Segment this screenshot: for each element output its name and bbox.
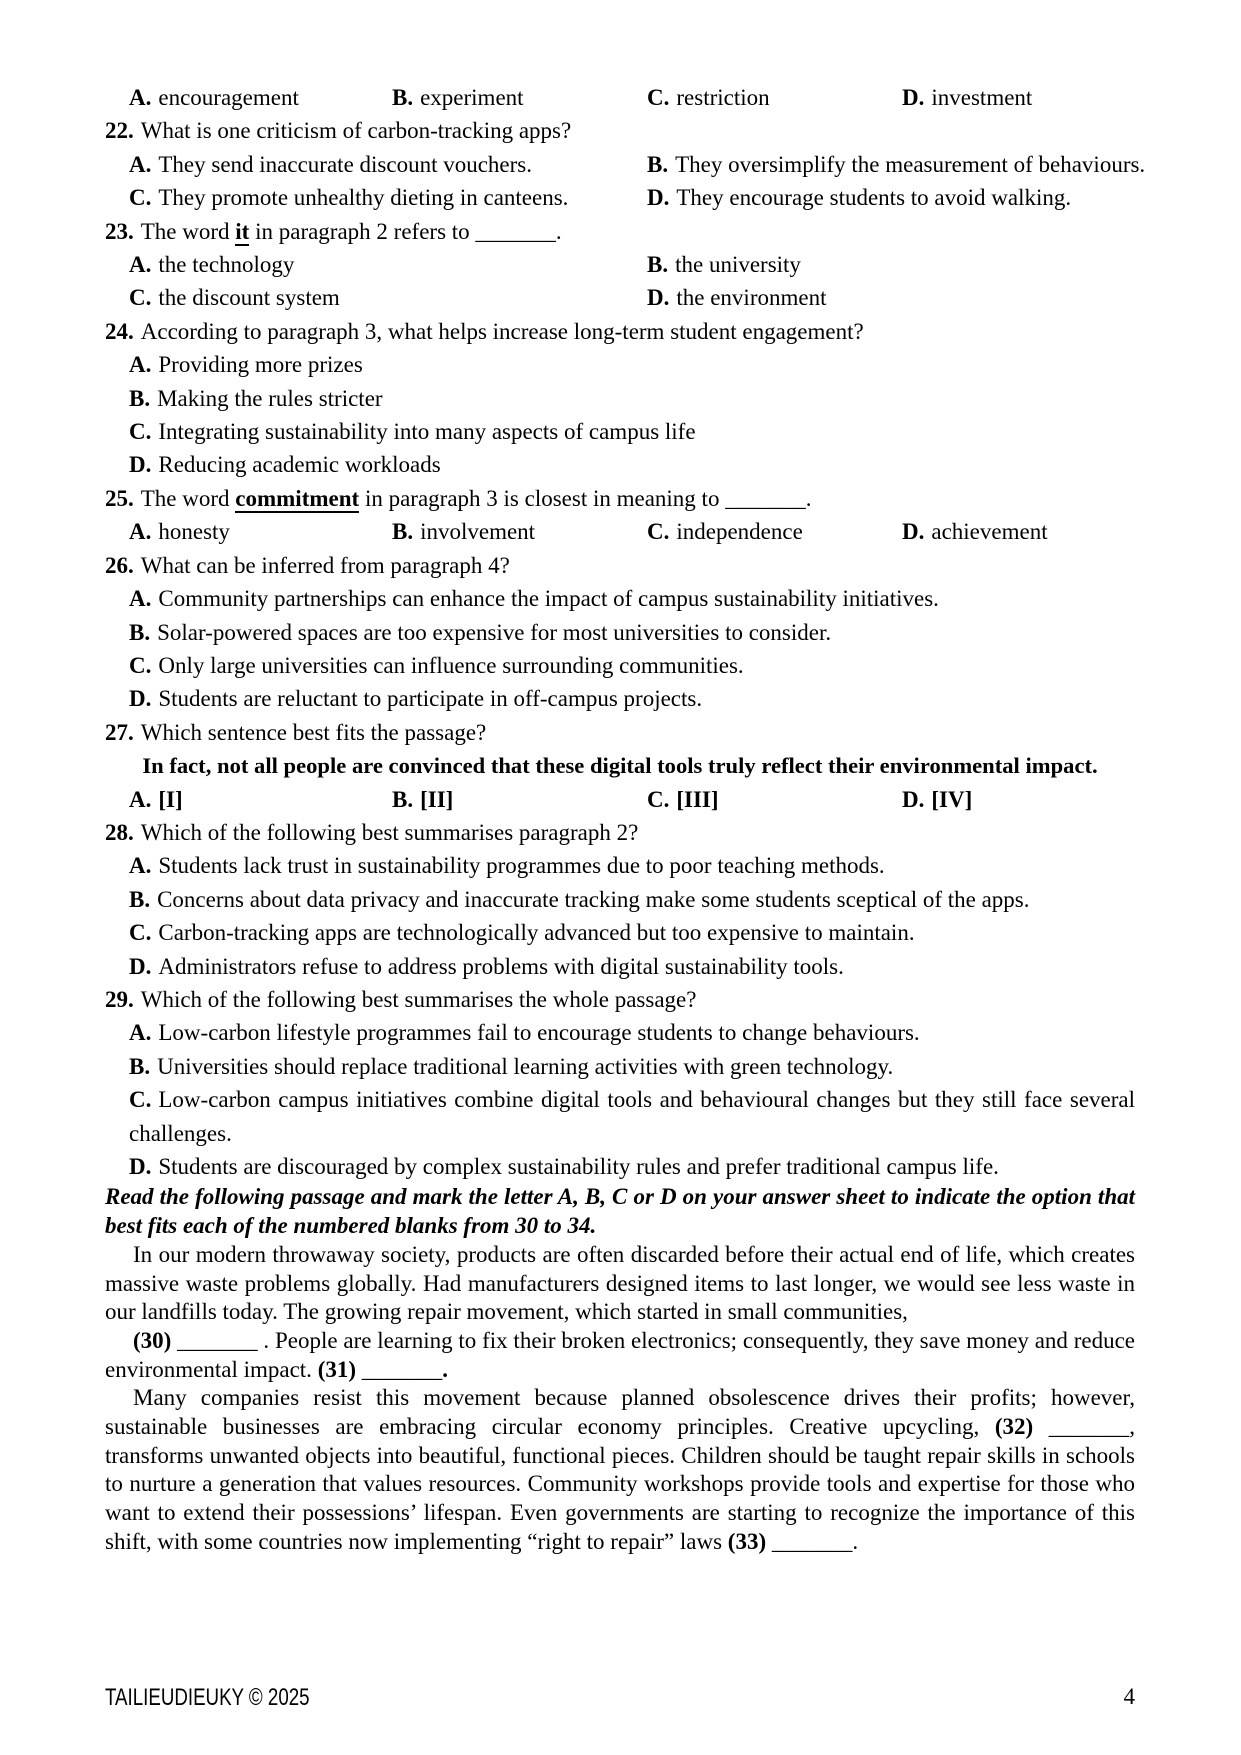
option-c	[647, 783, 902, 816]
option-text: Carbon-tracking apps are technologically advanced but too expensive to maintain.	[158, 920, 915, 946]
option-b	[129, 616, 1135, 649]
question-stem-text: What is one criticism of carbon-tracking apps?	[140, 118, 572, 144]
option-letter: C.	[129, 285, 152, 311]
blank-31-line: _______	[356, 1356, 443, 1382]
page-footer	[105, 1684, 1135, 1712]
option-d	[129, 950, 1135, 983]
option-text: the discount system	[158, 285, 340, 311]
passage-text: _______ . People are learning to fix their broken electronics; consequently, they save money and reduce environmental impact.	[105, 1327, 1135, 1382]
cloze-section	[105, 1183, 1135, 1556]
option-letter: D.	[902, 85, 925, 110]
question-stem-text: Which sentence best fits the passage?	[140, 719, 487, 745]
question-21-options	[105, 81, 1135, 114]
option-letter: D.	[129, 953, 152, 979]
option-letter: B.	[129, 385, 151, 411]
question-stem-text: What can be inferred from paragraph 4?	[140, 552, 510, 578]
question-25-options	[105, 515, 1135, 548]
option-d	[129, 448, 1135, 481]
question-stem	[105, 114, 1135, 147]
option-letter: B.	[392, 519, 414, 545]
question-number: 22.	[105, 118, 134, 144]
question-26-options	[105, 582, 1135, 716]
option-d	[902, 81, 1135, 114]
option-text: Only large universities can influence surrounding communities.	[158, 652, 744, 678]
option-letter: B.	[647, 151, 669, 177]
option-text: They send inaccurate discount vouchers.	[158, 151, 532, 177]
passage-text: _______, transforms unwanted objects into beautiful, functional pieces. Children should be taught repair skills in schools to nurture a generation that values resources. Community workshops provide tools and expertise for those who want to extend their possessions’ lifespan. Even governments are starting to recognize the importance of this shift, with some countries now implementing “right to repair” laws	[105, 1414, 1136, 1554]
option-a	[129, 81, 392, 114]
option-letter: D.	[647, 185, 670, 211]
question-number: 28.	[105, 819, 134, 845]
option-b	[392, 515, 647, 548]
option-a	[129, 515, 392, 548]
question-stem	[105, 215, 1135, 248]
option-text: encouragement	[158, 85, 299, 110]
inserted-sentence: In fact, not all people are convinced that these digital tools truly reflect their environmental impact.	[142, 753, 1098, 779]
option-letter: B.	[392, 786, 414, 812]
question-stem	[105, 716, 1135, 749]
option-text: Students lack trust in sustainability programmes due to poor teaching methods.	[158, 853, 885, 879]
passage-text: Many companies resist this movement because planned obsolescence drives their profits; however, sustainable businesses are embracing circular economy principles. Creative upcycling,	[105, 1385, 1135, 1440]
option-text: investment	[931, 85, 1033, 110]
option-d	[902, 515, 1135, 548]
option-letter: C.	[129, 185, 152, 211]
option-text: the environment	[676, 285, 827, 311]
page-content	[105, 81, 1146, 1557]
option-letter: D.	[129, 452, 152, 478]
option-b	[647, 248, 1135, 281]
blank-32-label: (32)	[994, 1414, 1034, 1440]
option-letter: B.	[392, 85, 414, 110]
question-number: 29.	[105, 986, 134, 1012]
option-letter: D.	[902, 519, 925, 545]
option-a	[129, 148, 647, 181]
option-d	[129, 682, 1135, 715]
option-b	[392, 81, 647, 114]
option-c	[129, 281, 647, 314]
option-text: the technology	[158, 252, 295, 278]
stem-text-post: in paragraph 2 refers to _______.	[249, 218, 562, 244]
option-a	[129, 1016, 1135, 1049]
passage-paragraph-2	[105, 1327, 1135, 1384]
option-a	[129, 348, 1135, 381]
question-23	[105, 215, 1135, 315]
question-stem	[105, 983, 1135, 1016]
option-letter: B.	[129, 619, 151, 645]
option-letter: B.	[129, 886, 151, 912]
question-stem-text: Which of the following best summarises the whole passage?	[140, 986, 697, 1012]
blank-33-line: _______.	[766, 1528, 859, 1554]
option-text: [I]	[158, 786, 183, 812]
passage-paragraph-3	[105, 1384, 1135, 1556]
option-text: Universities should replace traditional learning activities with green technology.	[157, 1053, 894, 1079]
question-24	[105, 315, 1135, 482]
question-number: 26.	[105, 552, 134, 578]
option-letter: B.	[647, 252, 669, 278]
option-letter: C.	[647, 786, 670, 812]
option-b	[129, 382, 1135, 415]
option-letter: A.	[129, 352, 152, 378]
option-letter: A.	[129, 151, 152, 177]
option-letter: C.	[129, 419, 152, 445]
question-stem-text: Which of the following best summarises paragraph 2?	[140, 819, 639, 845]
option-text: Students are discouraged by complex sustainability rules and prefer traditional campus life.	[158, 1154, 999, 1179]
option-d	[647, 181, 1145, 214]
option-text: Administrators refuse to address problems with digital sustainability tools.	[158, 953, 844, 979]
option-letter: A.	[129, 853, 152, 879]
option-text: Solar-powered spaces are too expensive for most universities to consider.	[157, 619, 832, 645]
question-27-options	[105, 783, 1135, 816]
question-28	[105, 816, 1135, 983]
option-text: They promote unhealthy dieting in canteens.	[158, 185, 569, 211]
option-text: experiment	[420, 85, 524, 110]
option-b	[647, 148, 1145, 181]
option-text: They encourage students to avoid walking.	[676, 185, 1072, 211]
option-d	[902, 783, 1135, 816]
option-letter: C.	[129, 920, 152, 946]
option-letter: A.	[129, 519, 152, 545]
question-stem	[105, 816, 1135, 849]
option-text: Concerns about data privacy and inaccurate tracking make some students sceptical of the apps.	[157, 886, 1030, 912]
option-text: Reducing academic workloads	[158, 452, 441, 478]
question-29-options	[105, 1016, 1135, 1183]
option-text: the university	[675, 252, 801, 278]
question-stem	[105, 482, 1135, 515]
blank-33-label: (33)	[727, 1528, 767, 1554]
option-c	[647, 81, 902, 114]
option-text: [III]	[676, 786, 719, 812]
question-27	[105, 716, 1135, 816]
question-number: 24.	[105, 318, 134, 344]
option-text: Low-carbon lifestyle programmes fail to encourage students to change behaviours.	[158, 1020, 920, 1046]
question-26	[105, 549, 1135, 716]
blank-30-label: (30)	[133, 1327, 172, 1353]
option-letter: A.	[129, 252, 152, 278]
option-letter: B.	[129, 1053, 151, 1079]
option-letter: C.	[129, 1087, 152, 1113]
option-letter: C.	[647, 519, 670, 545]
option-c	[129, 415, 1135, 448]
question-stem	[105, 315, 1135, 348]
option-letter: A.	[129, 786, 152, 812]
stem-text-pre: The word	[140, 485, 236, 511]
questions-section	[105, 81, 1146, 1183]
option-c	[129, 1083, 1135, 1150]
question-28-options	[105, 849, 1135, 983]
stem-keyword: commitment	[235, 485, 360, 511]
option-letter: D.	[129, 686, 152, 712]
option-text: restriction	[676, 85, 770, 110]
passage-paragraph-1: In our modern throwaway society, products are often discarded before their actual end of life, which creates massive waste problems globally. Had manufacturers designed items to last longer, we would see less waste in our landfills today. The growing repair movement, which started in small communities,	[105, 1241, 1135, 1325]
question-stem-text: According to paragraph 3, what helps increase long-term student engagement?	[140, 318, 864, 344]
option-c	[129, 181, 647, 214]
option-text: independence	[676, 519, 803, 545]
footer-brand: TAILIEUDIEUKY © 2025	[105, 1684, 310, 1711]
page-number: 4	[1123, 1684, 1135, 1709]
option-letter: C.	[129, 652, 152, 678]
option-letter: D.	[902, 786, 925, 812]
question-22	[105, 114, 1146, 214]
stem-keyword: it	[235, 218, 250, 244]
option-text: Students are reluctant to participate in off-campus projects.	[158, 686, 703, 712]
option-text: Community partnerships can enhance the impact of campus sustainability initiatives.	[158, 586, 939, 612]
option-a	[129, 849, 1135, 882]
option-c	[129, 649, 1135, 682]
option-text: involvement	[420, 519, 536, 545]
question-23-options	[105, 248, 1135, 315]
option-d	[129, 1150, 1135, 1183]
blank-31-label: (31)	[317, 1356, 357, 1382]
question-29	[105, 983, 1135, 1183]
question-22-options	[105, 148, 1146, 215]
option-text: [II]	[420, 786, 454, 812]
option-text: Providing more prizes	[158, 352, 363, 378]
option-a	[129, 783, 392, 816]
option-d	[647, 281, 1135, 314]
option-b	[129, 883, 1135, 916]
question-24-options	[105, 348, 1135, 482]
question-number: 25.	[105, 485, 134, 511]
option-text: They oversimplify the measurement of behaviours.	[675, 151, 1146, 177]
section-instruction: Read the following passage and mark the letter A, B, C or D on your answer sheet to indicate the option that best fits each of the numbered blanks from 30 to 34.	[105, 1184, 1135, 1239]
option-text: honesty	[158, 519, 230, 545]
option-a	[129, 248, 647, 281]
option-text: [IV]	[931, 786, 973, 812]
option-a	[129, 582, 1135, 615]
option-letter: C.	[647, 85, 670, 110]
question-number: 27.	[105, 719, 134, 745]
stem-text-post: in paragraph 3 is closest in meaning to _______.	[359, 485, 812, 511]
question-number: 23.	[105, 218, 134, 244]
sentence-period: .	[442, 1356, 449, 1382]
option-letter: D.	[129, 1154, 152, 1179]
option-b	[129, 1050, 1135, 1083]
option-letter: A.	[129, 586, 152, 612]
option-text: Making the rules stricter	[157, 385, 383, 411]
option-letter: A.	[129, 1020, 152, 1046]
option-c	[647, 515, 902, 548]
question-25	[105, 482, 1135, 549]
option-letter: D.	[647, 285, 670, 311]
option-text: Low-carbon campus initiatives combine digital tools and behavioural changes but they still face several challenges.	[129, 1087, 1135, 1146]
option-letter: A.	[129, 85, 152, 110]
option-text: achievement	[931, 519, 1048, 545]
option-text: Integrating sustainability into many aspects of campus life	[158, 419, 696, 445]
question-stem	[105, 549, 1135, 582]
stem-text-pre: The word	[140, 218, 236, 244]
option-b	[392, 783, 647, 816]
option-c	[129, 916, 1135, 949]
